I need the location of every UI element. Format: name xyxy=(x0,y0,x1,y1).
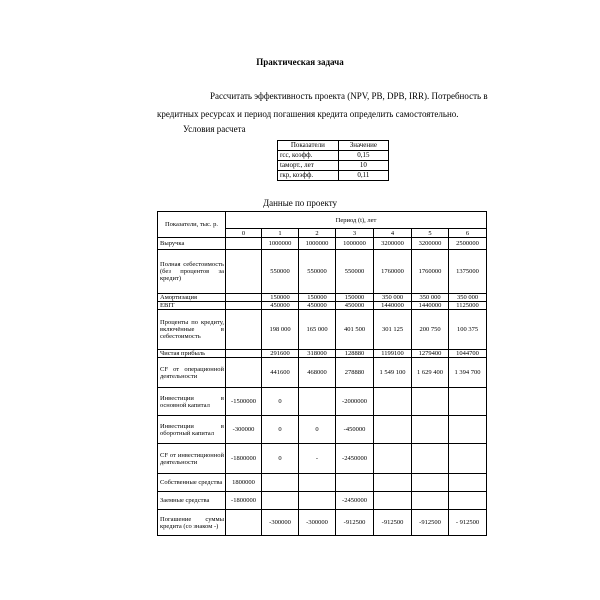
table-cell: 0 xyxy=(262,388,299,416)
table-row xyxy=(158,388,487,416)
row-label: CF от операционной деятельности xyxy=(158,358,226,388)
table-cell: 1440000 xyxy=(412,302,449,310)
conditions-header-row xyxy=(278,141,389,151)
table-cell: 100 375 xyxy=(449,310,487,350)
table-cell xyxy=(299,492,336,510)
table-cell: 150000 xyxy=(336,294,374,302)
table-cell: 1199100 xyxy=(374,350,412,358)
row-label: Инвестиции в оборотный капитал xyxy=(158,416,226,444)
table-cell xyxy=(449,444,487,474)
period-cell: 2 xyxy=(299,229,336,238)
table-cell: 1 629 400 xyxy=(412,358,449,388)
table-cell: - 912500 xyxy=(449,510,487,536)
conditions-name: rкр, коэфф. xyxy=(278,171,339,181)
table-row xyxy=(158,238,487,250)
table-row xyxy=(158,350,487,358)
table-cell: -2450000 xyxy=(336,444,374,474)
task-paragraph-line-1: Рассчитать эффективность проекта (NPV, PB, DPB, IRR). Потребность в xyxy=(210,91,488,101)
table-cell xyxy=(412,388,449,416)
table-cell: -1800000 xyxy=(226,492,262,510)
table-cell: 550000 xyxy=(262,250,299,294)
table-cell xyxy=(412,474,449,492)
table-cell xyxy=(374,416,412,444)
table-cell xyxy=(299,474,336,492)
conditions-label: Условия расчета xyxy=(183,124,246,134)
table-cell xyxy=(374,492,412,510)
table-cell xyxy=(226,294,262,302)
table-cell xyxy=(449,474,487,492)
table-cell: -1500000 xyxy=(226,388,262,416)
period-cell: 0 xyxy=(226,229,262,238)
table-header-row xyxy=(158,212,487,229)
table-cell xyxy=(374,474,412,492)
table-cell: 1000000 xyxy=(262,238,299,250)
row-label: Заемные средства xyxy=(158,492,226,510)
row-label: Инвестиции в основной капитал xyxy=(158,388,226,416)
conditions-row xyxy=(278,151,389,161)
period-cell: 4 xyxy=(374,229,412,238)
table-cell xyxy=(449,388,487,416)
table-cell: 450000 xyxy=(299,302,336,310)
table-cell: 1000000 xyxy=(299,238,336,250)
table-cell: 350 000 xyxy=(449,294,487,302)
conditions-header-indicator: Показатели xyxy=(278,141,339,151)
table-cell: 1760000 xyxy=(374,250,412,294)
table-cell: 450000 xyxy=(336,302,374,310)
row-label: Выручка xyxy=(158,238,226,250)
project-data-table xyxy=(157,211,487,536)
row-label: EBIT xyxy=(158,302,226,310)
conditions-value: 0,15 xyxy=(338,151,388,161)
row-label: CF от инвестиционной деятельности xyxy=(158,444,226,474)
table-cell: 0 xyxy=(299,416,336,444)
table-cell: -450000 xyxy=(336,416,374,444)
period-cell: 1 xyxy=(262,229,299,238)
table-cell: 1 394 700 xyxy=(449,358,487,388)
table-cell: 291600 xyxy=(262,350,299,358)
data-section-title: Данные по проекту xyxy=(262,198,338,208)
conditions-row xyxy=(278,171,389,181)
table-cell: 150000 xyxy=(262,294,299,302)
table-cell: - xyxy=(299,444,336,474)
table-cell: -300000 xyxy=(299,510,336,536)
table-row xyxy=(158,310,487,350)
table-cell: 1440000 xyxy=(374,302,412,310)
table-cell: 468000 xyxy=(299,358,336,388)
row-label: Амортизация xyxy=(158,294,226,302)
table-cell: -2000000 xyxy=(336,388,374,416)
table-cell xyxy=(449,416,487,444)
table-cell xyxy=(374,388,412,416)
table-cell: 1800000 xyxy=(226,474,262,492)
table-cell: -1800000 xyxy=(226,444,262,474)
conditions-value: 0,11 xyxy=(338,171,388,181)
table-cell: 165 000 xyxy=(299,310,336,350)
table-cell: 1 549 100 xyxy=(374,358,412,388)
row-label: Собственные средства xyxy=(158,474,226,492)
table-cell: 350 000 xyxy=(412,294,449,302)
table-cell: 3200000 xyxy=(412,238,449,250)
table-cell: 2500000 xyxy=(449,238,487,250)
table-cell: 200 750 xyxy=(412,310,449,350)
table-cell xyxy=(336,474,374,492)
period-cell: 3 xyxy=(336,229,374,238)
table-cell: 1760000 xyxy=(412,250,449,294)
table-row xyxy=(158,444,487,474)
table-row xyxy=(158,474,487,492)
table-cell xyxy=(226,358,262,388)
table-cell: 198 000 xyxy=(262,310,299,350)
table-cell: 350 000 xyxy=(374,294,412,302)
table-cell: 318000 xyxy=(299,350,336,358)
task-paragraph-line-2: кредитных ресурсах и период погашения кредита определить самостоятельно. xyxy=(157,109,459,119)
row-label: Погашение суммы кредита (со знаком -) xyxy=(158,510,226,536)
table-cell: -912500 xyxy=(412,510,449,536)
table-cell xyxy=(226,238,262,250)
table-cell: 1279400 xyxy=(412,350,449,358)
table-cell: 301 125 xyxy=(374,310,412,350)
conditions-row xyxy=(278,161,389,171)
conditions-name: tаморт., лет xyxy=(278,161,339,171)
table-cell xyxy=(226,250,262,294)
period-cell: 5 xyxy=(412,229,449,238)
table-cell: -912500 xyxy=(336,510,374,536)
table-cell xyxy=(449,492,487,510)
conditions-name: rсс, коэфф. xyxy=(278,151,339,161)
table-cell xyxy=(226,310,262,350)
table-cell xyxy=(374,444,412,474)
table-cell: -300000 xyxy=(226,416,262,444)
table-cell: 278880 xyxy=(336,358,374,388)
table-cell: 0 xyxy=(262,416,299,444)
table-cell: 1375000 xyxy=(449,250,487,294)
table-row xyxy=(158,358,487,388)
table-cell xyxy=(299,388,336,416)
table-cell: 3200000 xyxy=(374,238,412,250)
table-row xyxy=(158,416,487,444)
table-cell: -300000 xyxy=(262,510,299,536)
table-cell xyxy=(226,302,262,310)
table-cell: 401 500 xyxy=(336,310,374,350)
table-cell xyxy=(412,492,449,510)
table-cell: 450000 xyxy=(262,302,299,310)
table-cell xyxy=(226,350,262,358)
row-label: Полная себестоимость (без процентов за кредит) xyxy=(158,250,226,294)
table-cell: 550000 xyxy=(336,250,374,294)
conditions-value: 10 xyxy=(338,161,388,171)
table-cell: -912500 xyxy=(374,510,412,536)
table-cell: 550000 xyxy=(299,250,336,294)
table-cell: 0 xyxy=(262,444,299,474)
table-cell: -2450000 xyxy=(336,492,374,510)
table-cell: 128880 xyxy=(336,350,374,358)
conditions-header-value: Значение xyxy=(338,141,388,151)
table-cell: 441600 xyxy=(262,358,299,388)
period-cell: 6 xyxy=(449,229,487,238)
table-cell: 1044700 xyxy=(449,350,487,358)
table-cell xyxy=(226,510,262,536)
table-cell xyxy=(412,416,449,444)
header-indicator: Показатели, тыс. р. xyxy=(158,212,226,238)
table-row xyxy=(158,510,487,536)
table-cell: 150000 xyxy=(299,294,336,302)
table-cell xyxy=(262,492,299,510)
table-row xyxy=(158,294,487,302)
table-cell xyxy=(262,474,299,492)
row-label: Чистая прибыль xyxy=(158,350,226,358)
table-cell: 1000000 xyxy=(336,238,374,250)
table-row xyxy=(158,492,487,510)
table-row xyxy=(158,302,487,310)
table-row xyxy=(158,250,487,294)
header-period: Период (t), лет xyxy=(226,212,487,229)
page-title: Практическая задача xyxy=(256,57,344,67)
table-cell xyxy=(412,444,449,474)
conditions-table xyxy=(277,140,389,181)
row-label: Проценты по кредиту, включённые в себестоимость xyxy=(158,310,226,350)
table-cell: 1125000 xyxy=(449,302,487,310)
